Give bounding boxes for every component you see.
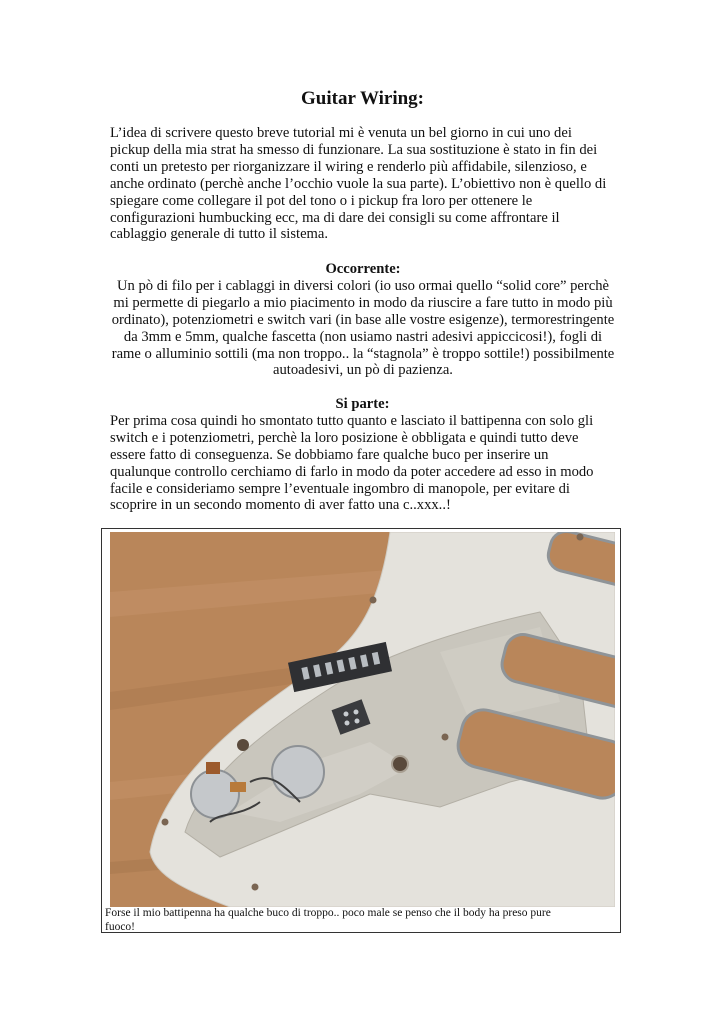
pickguard-photo (110, 532, 615, 907)
occorrente-line: autoadesivi, un pò di pazienza. (273, 362, 453, 379)
occorrente-line: rame o alluminio sottili (ma non troppo.. la “stagnola” è troppo sottile!) possibilmente (111, 345, 615, 362)
figure-caption (105, 907, 615, 934)
si-parte-line: qualunque controllo cerchiamo di farlo in modo da poter accedere ad esso in modo (110, 463, 594, 480)
intro-line: spiegare come collegare il pot del tono o i pickup fra loro per ottenere le (110, 192, 533, 209)
si-parte-heading: Si parte: (335, 396, 390, 412)
caption-line: fuoco! (105, 920, 136, 933)
si-parte-line: switch e i potenziometri, perchè la loro posizione è obbligata e quindi tutto deve (110, 429, 579, 446)
occorrente-line: da 3mm e 5mm, qualche fascetta (non usiamo nastri adesivi appiccicosi!), fogli di (123, 328, 603, 345)
intro-line: L’idea di scrivere questo breve tutorial mi è venuta un bel giorno in cui uno dei (110, 125, 572, 141)
si-parte-section (110, 396, 615, 514)
caption-line: Forse il mio battipenna ha qualche buco di troppo.. poco male se penso che il body ha preso pure (105, 907, 551, 919)
si-parte-line: facile e consideriamo sempre l’eventuale ingombro di manopole, per evitare di (110, 480, 570, 497)
document-title: Guitar Wiring: (301, 88, 424, 109)
occorrente-section (108, 261, 618, 379)
intro-line: cablaggio generale di tutto il sistema. (110, 226, 329, 243)
intro-line: conti un pretesto per riorganizzare il wiring e renderlo più affidabile, silenzioso, e (110, 158, 587, 175)
figure-frame (101, 528, 621, 933)
occorrente-line: ordinato), potenziometri e switch vari (in base alle vostre esigenze), termorestringente (111, 311, 615, 328)
intro-line: pickup della mia strat ha smesso di funzionare. La sua sostituzione è stato in fin dei (110, 141, 598, 158)
intro-line: anche ordinato (perchè anche l’occhio vuole la sua parte). L’obiettivo non è quello di (110, 175, 607, 192)
si-parte-line: essere fatto di conseguenza. Se dobbiamo fare qualche buco per inserire un (110, 446, 549, 463)
intro-paragraph (110, 125, 615, 243)
occorrente-line: Un pò di filo per i cablaggi in diversi colori (io uso ormai quello “solid core” perchè (117, 277, 609, 294)
occorrente-heading: Occorrente: (325, 261, 401, 277)
pickguard-illustration (110, 532, 615, 907)
occorrente-line: mi permette di piegarlo a mio piacimento in modo da riuscire a fare tutto in modo più (113, 294, 613, 311)
si-parte-line: Per prima cosa quindi ho smontato tutto quanto e lasciato il battipenna con solo gli (110, 412, 594, 429)
si-parte-line: scoprire in un secondo momento di aver fatto una c..xxx..! (110, 497, 451, 514)
intro-line: configurazioni humbucking ecc, ma di dare dei consigli su come affrontare il (110, 209, 560, 226)
